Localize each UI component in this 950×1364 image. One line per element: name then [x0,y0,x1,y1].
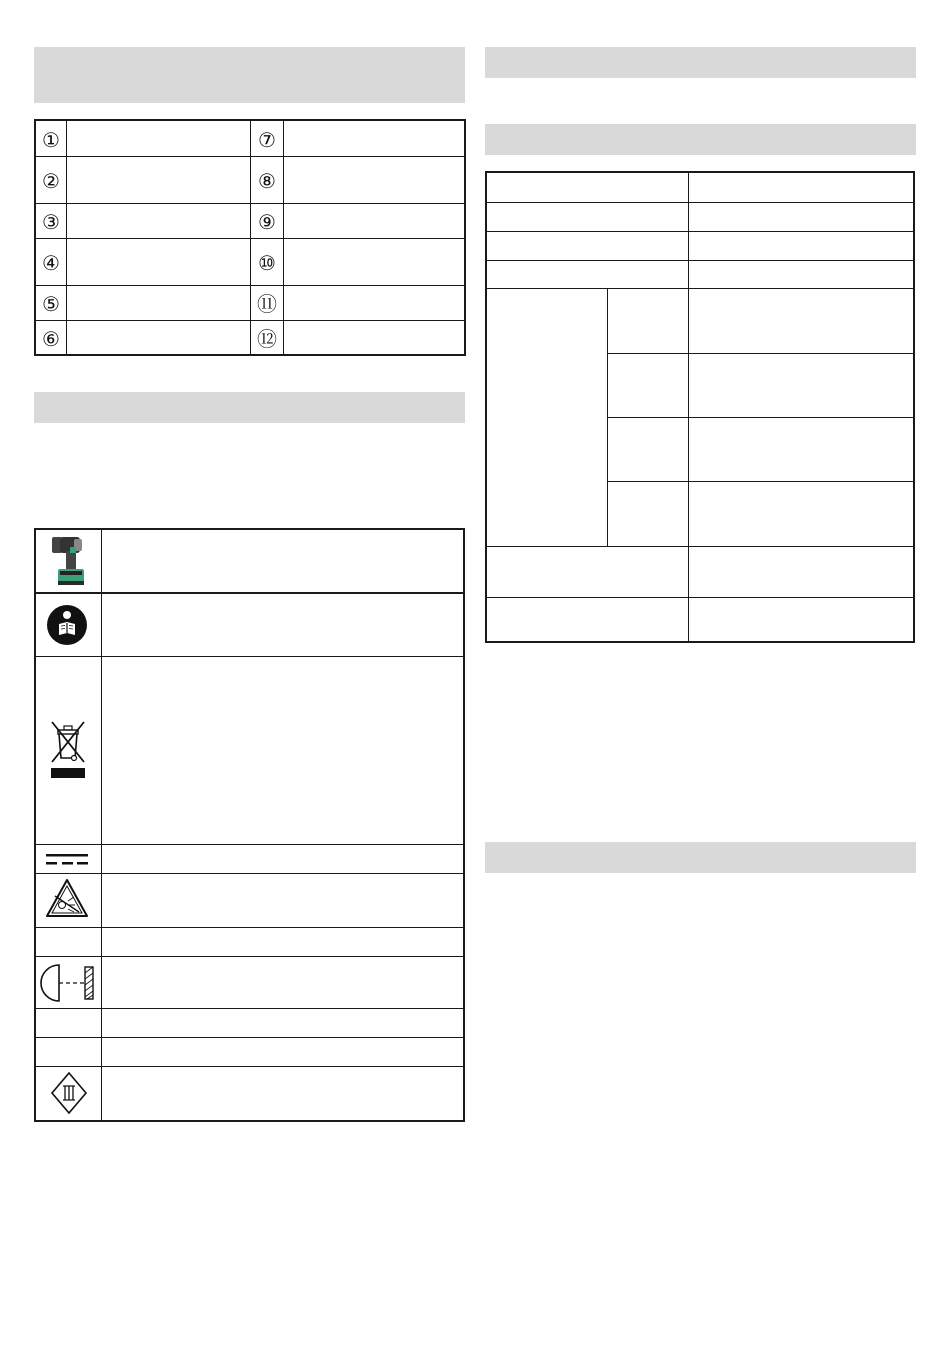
part-number: ⑨ [258,210,276,234]
section-header-bar-right-3 [485,842,916,873]
part-number: ① [42,128,60,152]
part-number: ③ [42,210,60,234]
spec-table-row-line [487,597,913,598]
crossed-out-wheelie-bin-icon [48,720,88,782]
parts-table-row-line [36,203,464,204]
symbols-table-row-line [36,656,463,657]
part-number: ⑦ [258,128,276,152]
spec-table-row-line [487,202,913,203]
spec-table-row-line [607,417,913,418]
cordless-drill-icon [48,533,88,589]
class-iii-diamond-icon [49,1070,89,1116]
spec-table-row-line [487,231,913,232]
section-header-bar-right-1 [485,47,916,78]
symbols-table [34,528,465,1122]
spec-table-row-line [487,260,913,261]
spec-table-divider [688,173,689,641]
direct-current-icon [45,851,91,867]
parts-table-row-line [36,320,464,321]
spec-table-row-line [607,481,913,482]
symbols-table-row-line [36,844,463,845]
symbols-table-row-line [36,927,463,928]
section-header-bar-specifications [485,124,916,155]
spec-table-row-line [487,288,913,289]
symbols-table-row-line [36,1066,463,1067]
part-number: ⑧ [258,169,276,193]
symbols-table-row-line [36,1008,463,1009]
part-number: ⑫ [257,327,277,351]
part-number: ② [42,169,60,193]
light-distance-icon [39,962,97,1004]
do-not-stare-into-light-icon [44,877,90,921]
part-number: ⑥ [42,327,60,351]
parts-table-row-line [36,285,464,286]
spec-table-row-line [487,546,913,547]
part-number: ⑩ [258,251,276,275]
spec-table-row-line [607,353,913,354]
specifications-table [485,171,915,643]
symbols-table-divider [101,530,102,1120]
section-header-bar-title [34,47,465,103]
parts-table-row-line [36,156,464,157]
symbols-table-row-line [36,956,463,957]
symbols-table-row-line [36,1037,463,1038]
section-header-bar-symbols [34,392,465,423]
part-number: ⑪ [257,292,277,316]
symbols-table-row-line [36,873,463,874]
part-number: ④ [42,251,60,275]
parts-table-row-line [36,238,464,239]
read-manual-icon [46,604,88,646]
symbols-table-row-line [36,592,463,594]
parts-table [34,119,466,356]
part-number: ⑤ [42,292,60,316]
